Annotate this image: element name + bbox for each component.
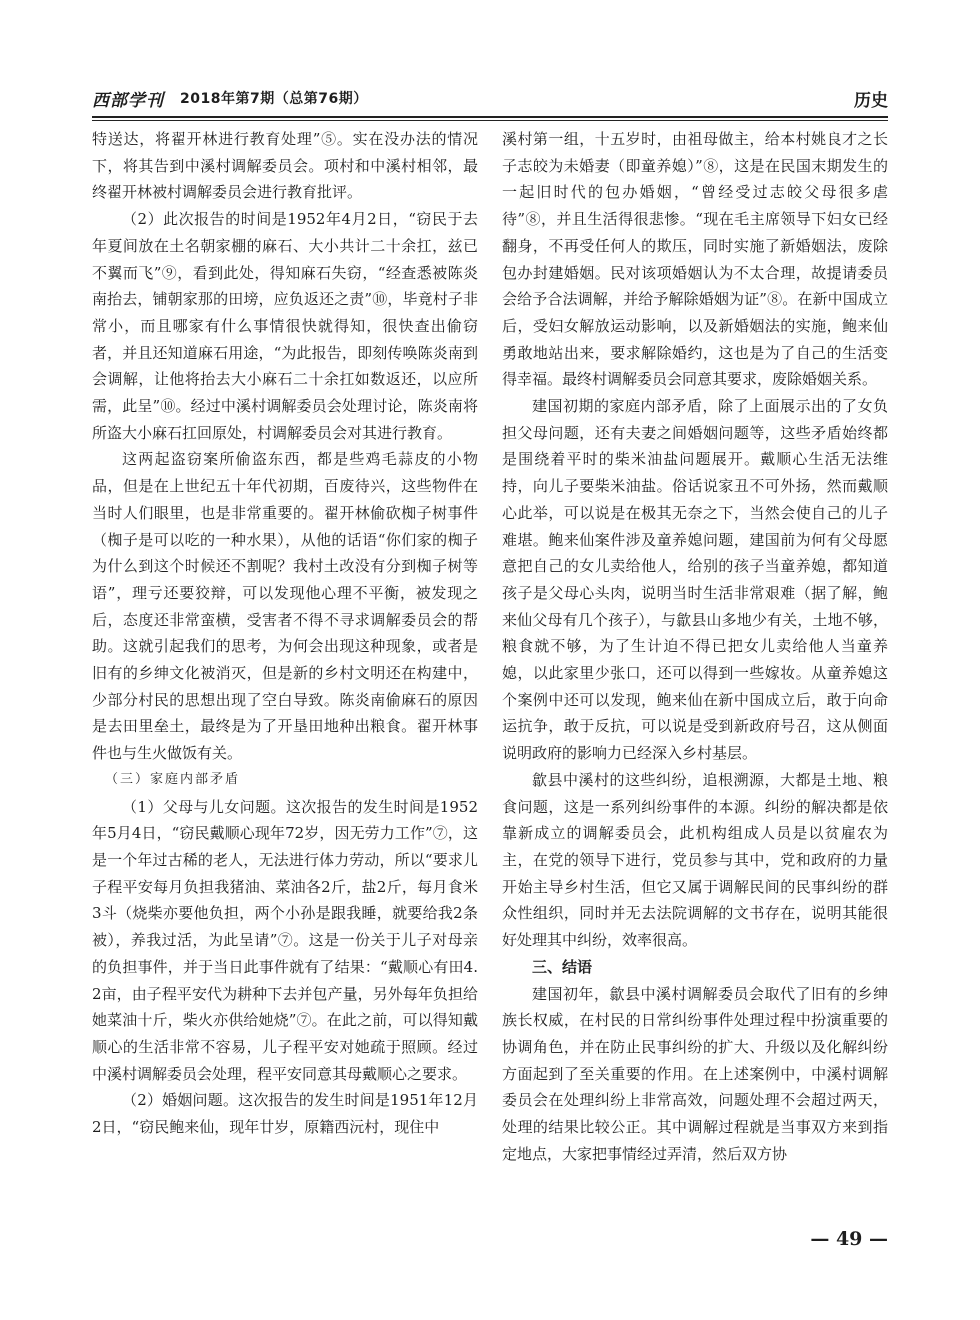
header-rule-thin [92, 120, 888, 121]
paragraph: 建国初年，歙县中溪村调解委员会取代了旧有的乡绅族长权威，在村民的日常纠纷事件处理过程中扮演重要的协调角色，并在防止民事纠纷的扩大、升级以及化解纠纷方面起到了至关重要的作用。在上述案例中，中溪村调解委员会在处理纠纷上非常高效，问题处理不会超过两天，处理的结果比较公正。其中调解过程就是当事双方来到指定地点，大家把事情经过弄清，然后双方协 [502, 984, 888, 1163]
page-number: — 49 — [810, 1228, 888, 1250]
paragraph: （2）此次报告的时间是1952年4月2日，“窃民于去年夏间放在土名朝家棚的麻石、大小共计二十余扛，兹已不翼而飞”⑨，看到此处，得知麻石失窃，“经查悉被陈炎南抬去，铺朝家那的田塝，应负返还之责”⑩，毕竟村子非常小，而且哪家有什么事情很快就得知，很快查出偷窃者，并且还知道麻石用途，“为此报告，即刻传唤陈炎南到会调解，让他将抬去大小麻石二十余扛如数返还，以应所需，此呈”⑩。经过中溪村调解委员会处理讨论，陈炎南将所盗大小麻石扛回原处，村调解委员会对其进行教育。 [92, 210, 478, 442]
paragraph: （2）婚姻问题。这次报告的发生时间是1951年12月2日，“窃民鲍来仙，现年廿岁，原籍西沅村，现住中 [92, 1091, 478, 1137]
paragraph: 建国初期的家庭内部矛盾，除了上面展示出的了女负担父母问题，还有夫妻之间婚姻问题等，这些矛盾始终都是围绕着平时的柴米油盐问题展开。戴顺心生活无法维持，向儿子要柴米油盐。俗话说家丑不可外扬，然而戴顺心此举，可以说是在极其无奈之下，当然会使自己的儿子难堪。鲍来仙案件涉及童养媳问题，建国前为何有父母愿意把自己的女儿卖给他人，给别的孩子当童养媳，都知道孩子是父母心头肉，说明当时生活非常艰难（据了解，鲍来仙父母有几个孩子），与歙县山多地少有关，土地不够，粮食就不够，为了生计迫不得已把女儿卖给他人当童养媳，以此家里少张口，还可以得到一些嫁妆。从童养媳这个案例中还可以发现，鲍来仙在新中国成立后，敢于向命运抗争，敢于反抗，可以说是受到新政府号召，这从侧面说明政府的影响力已经深入乡村基层。 [502, 397, 888, 763]
page-header [92, 84, 888, 114]
issue-info: 2018年第7期（总第76期） [180, 91, 368, 107]
journal-name: 西部学刊 [92, 91, 164, 111]
paragraph: 这两起盗窃案所偷盗东西，都是些鸡毛蒜皮的小物品，但是在上世纪五十年代初期，百废待兴，这些物件在当时人们眼里，也是非常重要的。翟开林偷砍椥子树事件（椥子是可以吃的一种水果），从他的话语“你们家的椥子为什么到这个时候还不割呢？我村土改没有分到椥子树等语”，理亏还要狡辩，可以发现他心理不平衡，被发现之后，态度还非常蛮横，受害者不得不寻求调解委员会的帮助。这就引起我们的思考，为何会出现这种现象，或者是旧有的乡绅文化被消灭，但是新的乡村文明还在构建中，少部分村民的思想出现了空白导致。陈炎南偷麻石的原因是去田里垒土，最终是为了开垦田地种出粮食。翟开林事件也与生火做饭有关。 [92, 450, 478, 763]
section-label: 历史 [854, 91, 888, 111]
paragraph: 溪村第一组，十五岁时，由祖母做主，给本村姚良才之长子志皎为未婚妻（即童养媳）”⑧，这是在民国末期发生的一起旧时代的包办婚姻，“曾经受过志皎父母很多虐待”⑧，并且生活得很悲惨。“现在毛主席领导下妇女已经翻身，不再受任何人的欺压，同时实施了新婚姻法，废除包办封建婚姻。民对该项婚姻认为不太合理，故提请委员会给予合法调解，并给予解除婚姻为证”⑧。在新中国成立后，受妇女解放运动影响，以及新婚姻法的实施，鲍来仙勇敢地站出来，要求解除婚约，这也是为了自己的生活变得幸福。最终村调解委员会同意其要求，废除婚姻关系。 [502, 130, 888, 389]
header-rule-thick [92, 116, 888, 118]
left-column [92, 126, 478, 1141]
paragraph: （1）父母与儿女问题。这次报告的发生时间是1952年5月4日，“窃民戴顺心现年72岁，因无劳力工作”⑦，这是一个年过古稀的老人，无法进行体力劳动，所以“要求儿子程平安每月负担我猪油、菜油各2斤，盐2斤，每月食米3斗（烧柴亦要他负担，两个小孙是跟我睡，就要给我2条被），养我过活，为此呈请”⑦。这是一份关于儿子对母亲的负担事件，并于当日此事件就有了结果：“戴顺心有田4.2亩，由子程平安代为耕种下去并包产量，另外每年负担给她菜油十斤，柴火亦供给她烧”⑦。在此之前，可以得知戴顺心的生活非常不容易，儿子程平安对她疏于照顾。经过中溪村调解委员会处理，程平安同意其母戴顺心之要求。 [92, 797, 478, 1083]
section-heading: （三）家庭内部矛盾 [105, 771, 241, 787]
section-heading: 三、结语 [532, 957, 593, 976]
paragraph: 歙县中溪村的这些纠纷，追根溯源，大都是土地、粮食问题，这是一系列纠纷事件的本源。纠纷的解决都是依靠新成立的调解委员会，此机构组成人员是以贫雇农为主，在党的领导下进行，党员参与其中，党和政府的力量开始主导乡村生活，但它又属于调解民间的民事纠纷的群众性组织，同时并无去法院调解的文书存在，说明其能很好处理其中纠纷，效率很高。 [502, 770, 888, 950]
paragraph: 特送达，将翟开林进行教育处理”⑤。实在没办法的情况下，将其告到中溪村调解委员会。项村和中溪村相邻，最终翟开林被村调解委员会进行教育批评。 [92, 130, 478, 202]
right-column [502, 126, 888, 1167]
